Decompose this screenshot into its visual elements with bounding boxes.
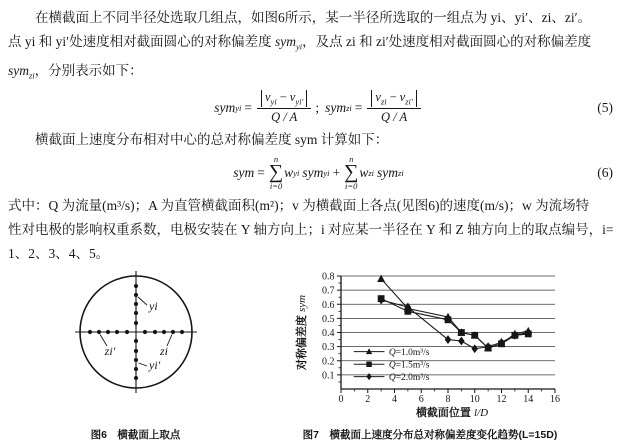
sigma-symbol: ∑ [268,161,284,184]
summation [269,155,283,191]
paragraph-intro [8,6,629,87]
variable-sym: sym [8,62,29,78]
subscript: zi [346,102,352,113]
subscript: zi′ [405,96,413,107]
plus-sign: + [332,164,341,180]
symmetry-deviation-chart [291,269,569,421]
subscript: yi′ [295,96,304,107]
figure-7 [291,269,569,443]
text-line [8,30,629,59]
point-label: yi′ [149,357,161,372]
svg-text:0.1: 0.1 [322,370,335,382]
x-axis-label: 横截面位置 l/D [415,406,489,419]
variable-sym: sym [274,34,296,49]
point-dot [134,293,138,297]
point-dot [134,284,138,288]
point-dot [134,349,138,353]
text-line: 性对电极的影响权重系数，电极安装在 Y 轴方向上；i 对应某一半径在 Y 和 Z 轴方向上的取点编号，i= [8,221,614,237]
subscript: yi [293,167,300,178]
variable: v [289,90,296,105]
chart-tick-labels [322,271,560,405]
point-dot [134,339,138,343]
svg-text:10: 10 [469,393,480,405]
text-line [8,59,629,88]
point-dot [162,330,166,334]
text-run: 点 yi 和 yi′处速度相对截面圆心的对称偏差度 [8,34,275,49]
equation-6 [8,155,629,191]
variable: v [399,90,406,105]
separator: ; [315,99,320,115]
svg-text:14: 14 [523,393,534,405]
text-line: 在横截面上不同半径处选取几组点，如图6所示，某一半径所选取的一组点为 yi、yi′、zi、zi′。 [35,10,592,25]
y-axis-label: 对称偏差度 sym [296,294,308,370]
chart-legend [354,348,430,383]
variable: v [375,90,381,105]
label-leader-line [139,363,148,366]
point-dot [134,321,138,325]
variable: w [284,164,294,180]
svg-text:12: 12 [496,393,507,405]
svg-text:8: 8 [445,393,451,405]
svg-text:16: 16 [550,393,560,405]
legend-item-2 [354,373,430,383]
point-dot [153,330,157,334]
svg-text:4: 4 [392,393,397,405]
chart-series-1 [378,295,532,351]
point-dot [143,330,147,334]
svg-text:0.2: 0.2 [322,356,335,368]
equation-number: (6) [597,164,613,180]
svg-text:0.7: 0.7 [322,285,335,297]
point-dot [134,302,138,306]
point-dot [88,330,92,334]
equation-number: (5) [597,99,613,115]
variable: sym [214,99,236,115]
figure7-caption: 图7 横截面上速度分布总对称偏差度变化趋势(L=15D) [302,428,558,441]
paragraph-notation [8,194,629,266]
minus-sign: − [389,90,397,105]
figures-row [8,266,629,443]
point-dot [134,367,138,371]
subscript: yi [235,102,242,113]
equals-sign: = [257,164,265,180]
legend-item-0 [354,348,430,358]
text-line: 1、2、3、4、5。 [8,245,110,261]
point-dot [106,330,110,334]
minus-sign: − [279,90,287,105]
text-line: 式中：Q 为流量(m³/s)；A 为直管横截面积(m²)；v 为横截面上各点(见图6)的速度(m/s)；w 为流场特 [8,197,590,213]
svg-text:Q=1.0m³/s: Q=1.0m³/s [388,347,430,358]
variable: sym [377,164,399,180]
sigma-symbol: ∑ [344,161,359,184]
denominator: Q / A [380,109,408,124]
subscript: yi [323,167,330,178]
sum-upper: n [273,153,279,164]
point-dot [125,330,129,334]
variable: w [359,164,369,180]
subscript: zi [368,167,375,178]
variable: sym [325,99,347,115]
svg-text:0.3: 0.3 [322,342,335,353]
svg-text:2: 2 [365,393,371,405]
point-dot [97,330,101,334]
variable: sym [233,164,255,180]
text-run: ，及点 zi 和 zi′处速度相对截面圆心的对称偏差度 [302,34,592,49]
point-label: zi′ [104,343,116,358]
subscript: zi [380,96,387,107]
fraction [367,90,420,125]
label-leader-line [138,297,147,305]
equation-5-body [214,90,423,125]
subscript: yi [295,41,303,52]
svg-text:0.4: 0.4 [322,327,335,339]
sum-lower: i=0 [269,181,283,192]
equals-sign: = [244,99,252,115]
svg-text:Q=1.5m³/s: Q=1.5m³/s [388,360,430,371]
point-dot [115,330,119,334]
fraction [257,90,311,125]
point-dot [134,358,138,362]
sum-lower: i=0 [345,181,358,192]
equation-5 [8,90,629,125]
equals-sign: = [354,99,363,115]
subscript: yi [270,96,277,107]
svg-text:0: 0 [338,393,344,405]
figure-6 [28,266,243,443]
chart-gridlines [341,276,555,375]
svg-text:0.6: 0.6 [322,299,335,311]
point-dot [171,330,175,334]
diagram-root [75,271,197,393]
svg-text:Q=2.0m³/s: Q=2.0m³/s [388,372,430,383]
denominator: Q / A [271,109,298,124]
summation [344,155,358,191]
point-dot [134,311,138,315]
svg-text:0.8: 0.8 [322,271,335,283]
point-label: yi [149,298,158,313]
variable: sym [302,164,324,180]
cross-section-diagram [28,266,243,421]
equation-6-body [233,155,403,191]
sum-upper: n [349,153,354,164]
legend-item-1 [354,360,430,370]
text-run: ，分别表示如下： [34,62,143,78]
variable: v [264,90,271,105]
svg-text:6: 6 [418,393,424,405]
subscript: zi [29,70,35,81]
point-dot [180,330,184,334]
point-label: zi [159,343,169,358]
figure6-caption: 图6 横截面上取点 [90,428,181,441]
paragraph-sym-intro: 横截面上速度分布相对中心的总对称偏差度 sym 计算如下： [35,131,389,147]
svg-text:0.5: 0.5 [322,313,335,325]
subscript: zi [398,167,404,178]
point-dot [134,376,138,380]
